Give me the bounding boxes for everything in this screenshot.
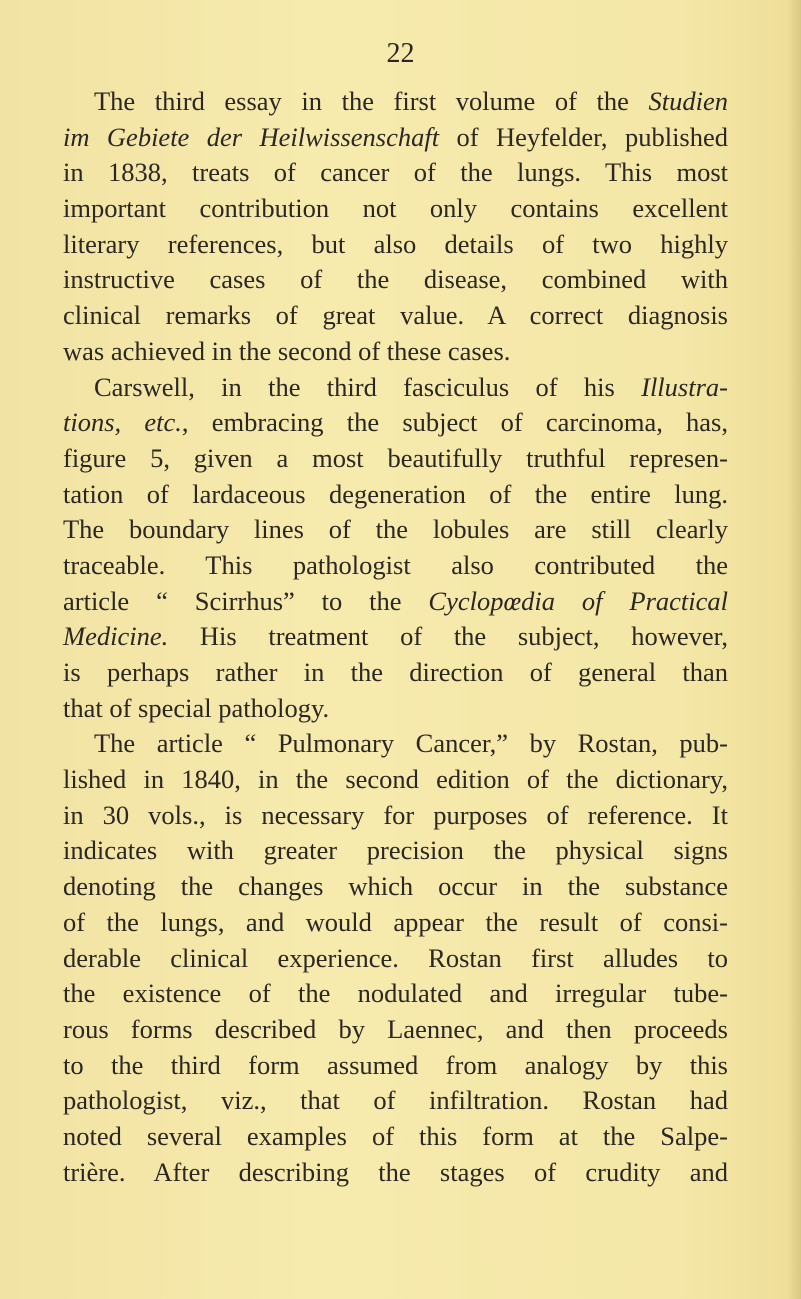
text-line — [63, 298, 728, 334]
text-segment: is perhaps rather in the direction of general than — [63, 657, 728, 687]
page-number: 22 — [386, 38, 415, 69]
italic-text: Medicine. — [63, 621, 169, 652]
text-segment: clinical remarks of great value. A correct diagnosis — [63, 300, 728, 331]
text-line — [63, 120, 728, 156]
text-segment: in 30 vols., is necessary for purposes of reference. It — [63, 799, 728, 830]
text-line — [63, 155, 728, 191]
text-line — [63, 1048, 728, 1084]
text-segment: in 1838, treats of cancer of the lungs. This most — [63, 157, 728, 188]
text-segment: to the third form assumed from analogy by this — [63, 1049, 728, 1080]
text-segment: figure 5, given a most beautifully truthful represen- — [63, 442, 728, 473]
text-segment: literary references, but also details of two highly — [63, 228, 728, 259]
italic-text: Studien — [648, 86, 728, 116]
text-line — [63, 512, 728, 548]
text-segment: , embracing the subject of carcinoma, has, — [181, 407, 728, 438]
text-segment: traceable. This pathologist also contributed the — [63, 549, 728, 580]
italic-text: im Gebiete der Heilwissenschaft — [63, 121, 440, 152]
text-line — [63, 798, 728, 834]
italic-text: Illustra- — [641, 371, 728, 402]
italic-text: tions, etc. — [63, 407, 182, 438]
text-segment: of the lungs, and would appear the result of consi- — [63, 906, 728, 937]
text-segment: tation of lardaceous degeneration of the entire lung. — [63, 478, 728, 509]
text-segment: The third essay in the first volume of the — [94, 86, 649, 116]
text-segment: pathologist, viz., that of infiltration. Rostan had — [63, 1085, 728, 1116]
text-line — [63, 691, 728, 727]
text-line — [63, 976, 728, 1012]
text-line — [63, 726, 728, 762]
text-line — [63, 334, 728, 370]
text-segment: rous forms described by Laennec, and then proceeds — [63, 1013, 728, 1044]
text-segment: lished in 1840, in the second edition of the dictionary, — [63, 764, 728, 795]
text-line — [63, 869, 728, 905]
text-segment: of Heyfelder, published — [439, 121, 729, 152]
text-segment: noted several examples of this form at the Salpe- — [63, 1120, 728, 1151]
text-segment: trière. After describing the stages of crudity and — [63, 1156, 728, 1187]
text-line — [63, 1155, 728, 1191]
text-line — [63, 655, 728, 691]
text-segment: derable clinical experience. Rostan first alludes to — [63, 942, 728, 973]
text-line — [63, 762, 728, 798]
text-line — [63, 84, 728, 120]
text-segment: instructive cases of the disease, combined with — [63, 264, 728, 295]
page-edge-shadow — [787, 0, 801, 1299]
text-segment: His treatment of the subject, however, — [168, 621, 728, 652]
text-line — [63, 191, 728, 227]
text-segment: Carswell, in the third fasciculus of his — [94, 371, 642, 402]
text-line — [63, 262, 728, 298]
text-line — [63, 441, 728, 477]
text-line — [63, 548, 728, 584]
text-line — [63, 370, 728, 406]
text-segment: denoting the changes which occur in the substance — [63, 871, 728, 902]
text-segment: was achieved in the second of these cases. — [63, 335, 511, 366]
text-line — [63, 619, 728, 655]
text-line — [63, 405, 728, 441]
text-line — [63, 833, 728, 869]
text-segment: article “ Scirrhus” to the — [63, 585, 429, 616]
text-line — [63, 477, 728, 513]
text-segment: that of special pathology. — [63, 692, 330, 723]
text-line — [63, 941, 728, 977]
text-segment: The article “ Pulmonary Cancer,” by Rostan, pub- — [94, 728, 728, 759]
text-segment: the existence of the nodulated and irregular tube- — [63, 978, 728, 1009]
text-line — [63, 1119, 728, 1155]
italic-text: Cyclopœdia of Practical — [428, 585, 728, 616]
text-line — [63, 584, 728, 620]
text-segment: important contribution not only contains excellent — [63, 193, 728, 224]
text-line — [63, 227, 728, 263]
text-segment: The boundary lines of the lobules are still clearly — [63, 514, 728, 545]
text-line — [63, 1083, 728, 1119]
text-segment: indicates with greater precision the physical signs — [63, 835, 728, 866]
text-line — [63, 905, 728, 941]
text-line — [63, 1012, 728, 1048]
body-text — [63, 84, 728, 1190]
